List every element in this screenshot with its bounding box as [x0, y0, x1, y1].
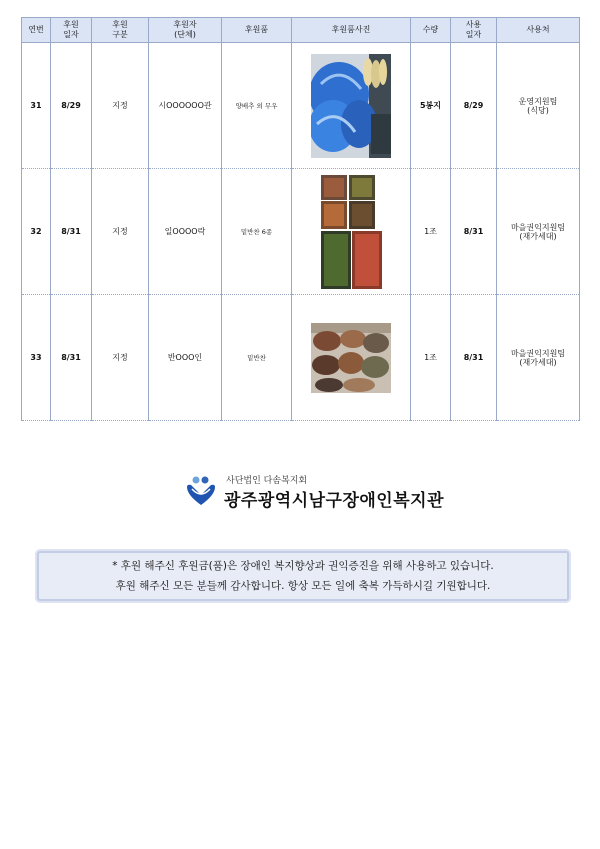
row-no: 31 [22, 43, 51, 169]
header-no: 연번 [22, 18, 51, 43]
organization-logo [185, 473, 444, 511]
row-no: 33 [22, 295, 51, 421]
row-photo-cell [292, 295, 411, 421]
row-use-place: 마을권익지원팀 (재가세대) [497, 169, 580, 295]
thank-you-notice [37, 551, 569, 601]
row-date: 8/31 [51, 295, 92, 421]
vegetable-bags-photo [311, 54, 391, 158]
logo-subtitle: 사단법인 다솜복지회 [226, 476, 308, 486]
notice-line-2: 후원 해주신 모든 분들께 감사합니다. 항상 모든 일에 축복 가득하시길 기원합니다. [115, 580, 491, 592]
row-donor: 시OOOOOO관 [149, 43, 222, 169]
row-quantity: 5봉지 [411, 43, 451, 169]
header-quantity: 수량 [411, 18, 451, 43]
header-donor: 후원자 (단체) [149, 18, 222, 43]
header-use-date: 사용 일자 [451, 18, 497, 43]
emblem-dot-dark [202, 477, 209, 484]
header-item: 후원품 [222, 18, 292, 43]
row-date: 8/31 [51, 169, 92, 295]
row-item: 밑반찬 6종 [222, 169, 292, 295]
side-dishes-photo [311, 323, 391, 393]
row-photo-cell [292, 43, 411, 169]
heart-emblem-icon [185, 475, 217, 507]
table-row [22, 43, 580, 169]
row-no: 32 [22, 169, 51, 295]
row-date: 8/29 [51, 43, 92, 169]
row-item: 밑반찬 [222, 295, 292, 421]
logo-name: 광주광역시남구장애인복지관 [224, 491, 444, 511]
header-photo: 후원품사진 [292, 18, 411, 43]
row-use-place: 운영지원팀 (식당) [497, 43, 580, 169]
donation-table [21, 17, 580, 421]
row-type: 지정 [92, 169, 149, 295]
notice-line-1: * 후원 해주신 후원금(품)은 장애인 복지향상과 권익증진을 위해 사용하고 있습니다. [112, 560, 494, 572]
row-quantity: 1조 [411, 169, 451, 295]
row-use-date: 8/31 [451, 169, 497, 295]
row-type: 지정 [92, 295, 149, 421]
row-photo-cell [292, 169, 411, 295]
emblem-dot-light [193, 477, 200, 484]
header-donation-date: 후원 일자 [51, 18, 92, 43]
emblem-heart [187, 485, 215, 505]
row-use-place: 마을권익지원팀 (재가세대) [497, 295, 580, 421]
row-donor: 일OOOO락 [149, 169, 222, 295]
row-item: 양배추 외 무우 [222, 43, 292, 169]
table-row [22, 295, 580, 421]
row-use-date: 8/29 [451, 43, 497, 169]
row-use-date: 8/31 [451, 295, 497, 421]
row-type: 지정 [92, 43, 149, 169]
row-donor: 반OOO인 [149, 295, 222, 421]
header-use-place: 사용처 [497, 18, 580, 43]
donation-photo [311, 323, 391, 393]
row-quantity: 1조 [411, 295, 451, 421]
side-dishes-photo [320, 174, 382, 290]
donation-photo [311, 54, 391, 158]
table-row [22, 169, 580, 295]
table-header-row [22, 18, 580, 43]
donation-photo [320, 174, 382, 290]
header-donation-type: 후원 구분 [92, 18, 149, 43]
